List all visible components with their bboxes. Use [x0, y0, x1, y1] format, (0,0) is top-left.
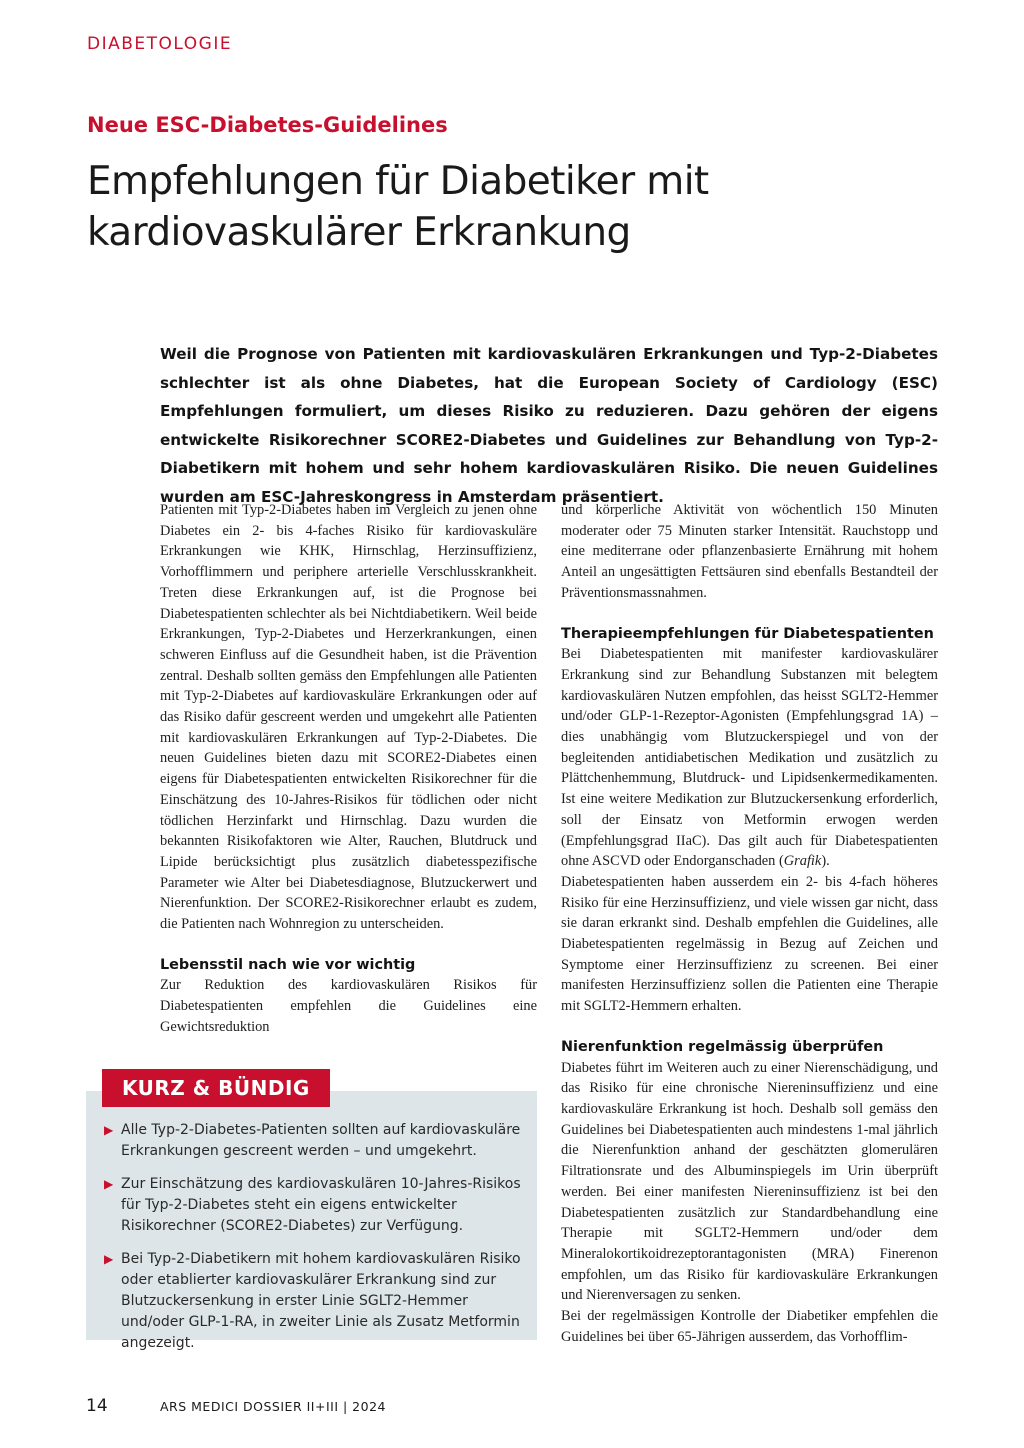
right-paragraph-4: Diabetes führt im Weiteren auch zu einer Nierenschädigung, und das Risiko für eine chronische Niereninsuffizienz und eine kardiovaskuläre Erkrankung ist hoch. Deshalb soll gemäss den Guidelines bei Diabetespatienten auch mindestens 1-mal jährlich die Nierenfunktion anhand der geschätzten glomerulären Filtrationsrate und des Albuminspiegels im Urin überprüft werden. Bei einer manifesten Niereninsuffizienz ist bei den Diabetespatienten zusätzlich zur Standardbehandlung eine Therapie mit SGLT2-Hemmern und/oder dem Mineralokortikoidrezeptorantagonisten (MRA) Finerenon empfohlen, um das Risiko für kardiovaskuläre Erkrankungen und Nierenversagen zu senken.	[561, 1059, 938, 1304]
summary-box	[86, 1091, 537, 1351]
right-column	[561, 500, 938, 1347]
right-paragraph-1: und körperliche Aktivität von wöchentlich 150 Minuten moderater oder 75 Minuten starker Intensität. Rauchstopp und eine mediterrane oder pflanzenbasierte Ernährung mit hohem Anteil an ungesättigten Fettsäuren sind ebenfalls Bestandteil der Präventionsmassnahmen.	[561, 502, 938, 601]
right-paragraph-3: Diabetespatienten haben ausserdem ein 2- bis 4-fach höheres Risiko für eine Herzinsuffizienz, und viele wissen gar nicht, dass sie daran erkrankt sind. Deshalb empfehlen die Guidelines, alle Diabetespatienten regelmässig in Bezug auf Zeichen und Symptome einer Herzinsuffizienz zu screenen. Bei einer manifesten Herzinsuffizienz sollen die Patienten eine Therapie mit SGLT2-Hemmern erhalten.	[561, 873, 938, 1015]
summary-item	[104, 1174, 524, 1237]
summary-item-text: Alle Typ-2-Diabetes-Patienten sollten auf kardiovaskuläre Erkrankungen gescreent werden – und umgekehrt.	[121, 1122, 521, 1159]
summary-item-text: Zur Einschätzung des kardiovaskulären 10-Jahres-Risikos für Typ-2-Diabetes steht ein eigens entwickelter Risikorechner (SCORE2-Diabetes) zur Verfügung.	[121, 1176, 521, 1234]
page-number: 14	[86, 1396, 108, 1416]
subheading-therapy: Therapieempfehlungen für Diabetespatienten	[561, 625, 934, 642]
publication-name: ARS MEDICI DOSSIER II+III | 2024	[160, 1399, 386, 1414]
bullet-triangle-icon: ▶	[104, 1252, 114, 1266]
right-paragraph-2	[561, 644, 938, 872]
bullet-triangle-icon: ▶	[104, 1177, 114, 1191]
left-column	[160, 500, 537, 1038]
right-paragraph-2-end: ).	[821, 853, 830, 870]
article-lead: Weil die Prognose von Patienten mit kardiovaskulären Erkrankungen und Typ-2-Diabetes schlechter ist als ohne Diabetes, hat die European Society of Cardiology (ESC) Empfehlungen formuliert, um dieses Risiko zu reduzieren. Dazu gehören der eigens entwickelte Risikorechner SCORE2-Diabetes und Guidelines zur Behandlung von Typ-2-Diabetikern mit hohem und sehr hohem kardiovaskulären Risiko. Die neuen Guidelines wurden am ESC-Jahreskongress in Amsterdam präsentiert.	[160, 345, 938, 506]
right-paragraph-2-text: Bei Diabetespatienten mit manifester kardiovaskulärer Erkrankung sind zur Behandlung Substanzen mit belegtem kardiovaskulären Nutzen empfohlen, das heisst SGLT2-Hemmer und/oder GLP-1-Rezeptor-Agonisten (Empfehlungsgrad 1A) – dies unabhängig vom Blutzuckerspiegel und von der begleitenden antidiabetischen Medikation und zusätzlich zu Plättchenhemmung, Blutdruck- und Lipidsenkermedikamenten. Ist eine weitere Medikation zur Blutzuckersenkung erforderlich, soll der Einsatz von Metformin erwogen werden (Empfehlungsgrad IIaC). Das gilt auch für Diabetespatienten ohne ASCVD oder Endorganschaden (	[561, 646, 938, 870]
summary-item-text: Bei Typ-2-Diabetikern mit hohem kardiovaskulären Risiko oder etablierter kardiovaskulärer Erkrankung sind zur Blutzuckersenkung in erster Linie SGLT2-Hemmer und/oder GLP-1-RA, in zweiter Linie als Zusatz Metformin angezeigt.	[121, 1251, 521, 1351]
summary-item	[104, 1120, 524, 1162]
summary-box-title: KURZ & BÜNDIG	[102, 1069, 330, 1107]
article-kicker: Neue ESC-Diabetes-Guidelines	[87, 113, 448, 137]
subheading-lifestyle: Lebensstil nach wie vor wichtig	[160, 956, 416, 973]
subheading-kidney: Nierenfunktion regelmässig überprüfen	[561, 1038, 884, 1055]
summary-item	[104, 1249, 524, 1354]
summary-list	[104, 1120, 524, 1366]
right-paragraph-5: Bei der regelmässigen Kontrolle der Diabetiker empfehlen die Guidelines bei über 65-Jährigen ausserdem, das Vorhofflim-	[561, 1308, 938, 1345]
left-paragraph-1: Patienten mit Typ-2-Diabetes haben im Vergleich zu jenen ohne Diabetes ein 2- bis 4-faches Risiko für kardiovaskuläre Erkrankungen wie KHK, Hirnschlag, Herzinsuffizienz, Vorhofflimmern und periphere arterielle Verschlusskrankheit. Treten diese Erkrankungen auf, ist die Prognose bei Diabetespatienten schlechter als bei Nichtdiabetikern. Weil beide Erkrankungen, Typ-2-Diabetes und Herzerkrankungen, einen schweren Einfluss auf die Gesundheit haben, ist die Prävention zentral. Deshalb sollten gemäss den Empfehlungen alle Patienten mit Typ-2-Diabetes auf kardiovaskuläre Erkrankungen oder auf das Risiko dafür gescreent werden und umgekehrt alle Patienten mit kardiovaskulären Erkrankungen auf Typ-2-Diabetes. Die neuen Guidelines bieten dazu mit SCORE2-Diabetes einen eigens für Diabetespatienten entwickelten Risikorechner für die Einschätzung des 10-Jahres-Risikos für tödlichen oder nicht tödlichen Herzinfarkt und Hirnschlag. Dazu wurden die bekannten Risikofaktoren wie Alter, Rauchen, Blutdruck und Lipide berücksichtigt plus zusätzlich diabetesspezifische Parameter wie Alter bei Diabetesdiagnose, Blutzuckerwert und Nierenfunktion. Der SCORE2-Risikorechner erlaubt es zudem, die Patienten nach Wohnregion zu unterscheiden.	[160, 502, 537, 933]
grafik-reference: Grafik	[783, 853, 822, 870]
article-headline: Empfehlungen für Diabetiker mit kardiovaskulärer Erkrankung	[87, 159, 709, 255]
section-label: DIABETOLOGIE	[87, 34, 233, 54]
bullet-triangle-icon: ▶	[104, 1123, 114, 1137]
left-paragraph-2: Zur Reduktion des kardiovaskulären Risikos für Diabetespatienten empfehlen die Guidelines eine Gewichtsreduktion	[160, 977, 537, 1035]
